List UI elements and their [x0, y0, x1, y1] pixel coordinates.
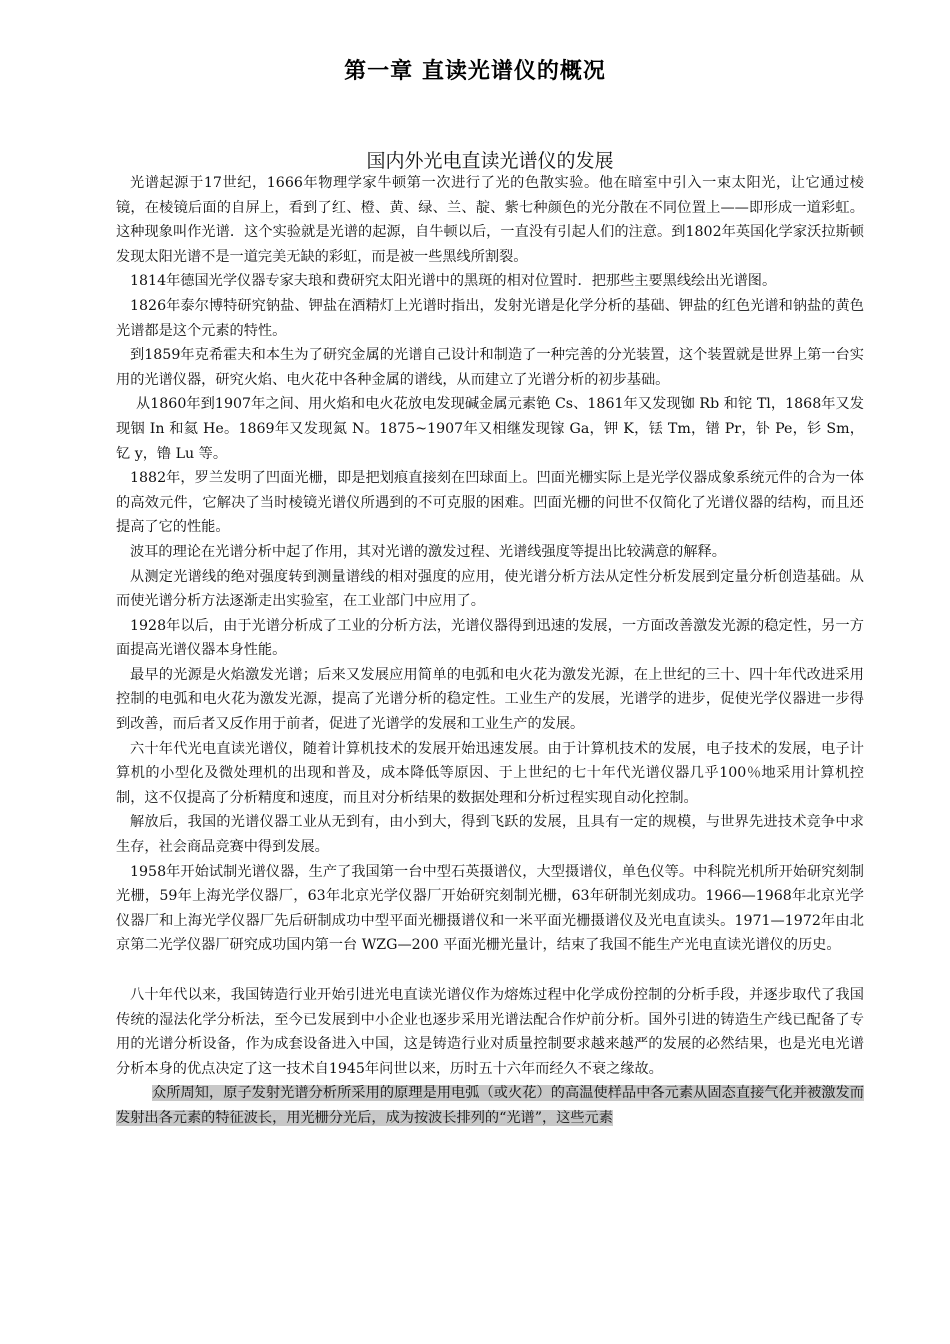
- paragraph: 到1859年克希霍夫和本生为了研究金属的光谱自己设计和制造了一种完善的分光装置，这个装置就是世界上第一台实用的光谱仪器，研究火焰、电火花中各种金属的谱线，从而建立了光谱分析的初步基础。: [116, 347, 864, 388]
- document-body: [116, 171, 864, 1131]
- paragraph: 光谱起源于17世纪，1666年物理学家牛顿第一次进行了光的色散实验。他在暗室中引入一束太阳光，让它通过棱镜，在棱镜后面的自屏上，看到了红、橙、黄、绿、兰、靛、紫七种颜色的光分散在不同位置上——即形成一道彩虹。这种现象叫作光谱．这个实验就是光谱的起源，自牛顿以后，一直没有引起人们的注意。到1802年英国化学家沃拉斯顿发现太阳光谱不是一道完美无缺的彩虹，而是被一些黑线所割裂。: [116, 175, 864, 265]
- paragraph: 1826年泰尔博特研究钠盐、钾盐在酒精灯上光谱时指出，发射光谱是化学分析的基础、钾盐的红色光谱和钠盐的黄色光谱都是这个元素的特性。: [116, 297, 864, 339]
- chapter-title: 第一章 直读光谱仪的概况: [344, 59, 606, 84]
- paragraph: 六十年代光电直读光谱仪，随着计算机技术的发展开始迅速发展。由于计算机技术的发展，电子技术的发展，电子计算机的小型化及微处理机的出现和普及，成本降低等原因、于上世纪的七十年代光谱仪器几乎100％地采用计算机控制，这不仅提高了分析精度和速度，而且对分析结果的数据处理和分析过程实现自动化控制。: [116, 740, 864, 806]
- paragraph: 解放后，我国的光谱仪器工业从无到有，由小到大，得到飞跃的发展，且具有一定的规模，与世界先进技术竞争中求生存，社会商品竞赛中得到发展。: [116, 814, 864, 856]
- paragraph: 从1860年到1907年之间、用火焰和电火花放电发现碱金属元素铯 Cs、1861年又发现铷 Rb 和铊 Tl，1868年又发现铟 In 和氦 He。1869年又发现氮 N。1875~1907年又相继发现镓 Ga，钾 K，铥 Tm，镨 Pr，钋 Pe，钐 Sm，钇 y，镥 Lu 等。: [116, 396, 864, 462]
- paragraph: 波耳的理论在光谱分析中起了作用，其对光谱的激发过程、光谱线强度等提出比较满意的解释。: [130, 543, 726, 560]
- paragraph: 1928年以后，由于光谱分析成了工业的分析方法，光谱仪器得到迅速的发展，一方面改善激发光源的稳定性，另一方面提高光谱仪器本身性能。: [116, 617, 864, 659]
- highlighted-text: 众所周知，原子发射光谱分析所采用的原理是用电弧（或火花）的高温使样品中各元素从固态直接气化并被激发而发射出各元素的特征波长，用光栅分光后，成为按波长排列的“光谱”，这些元素: [116, 1085, 864, 1126]
- paragraph: 1814年德国光学仪器专家夫琅和费研究太阳光谱中的黑斑的相对位置时．把那些主要黑线绘出光谱图。: [130, 273, 777, 290]
- paragraph: 1958年开始试制光谱仪器，生产了我国第一台中型石英摄谱仪，大型摄谱仪，单色仪等。中科院光机所开始研究刻制光栅，59年上海光学仪器厂，63年北京光学仪器厂开始研究刻制光栅，63年研制光刻成功。1966—1968年北京光学仪器厂和上海光学仪器厂先后研制成功中型平面光栅摄谱仪和一米平面光栅摄谱仪及光电直读头。1971—1972年由北京第二光学仪器厂研究成功国内第一台 WZG—200 平面光栅光量计，结束了我国不能生产光电直读光谱仪的历史。: [116, 863, 864, 954]
- highlighted-paragraph: [116, 1081, 864, 1130]
- paragraph: 最早的光源是火焰激发光谱；后来又发展应用简单的电弧和电火花为激发光源，在上世纪的三十、四十年代改进采用控制的电弧和电火花为激发光源，提高了光谱分析的稳定性。工业生产的发展，光谱学的进步，促使光学仪器进一步得到改善，而后者又反作用于前者，促进了光谱学的发展和工业生产的发展。: [116, 666, 864, 733]
- paragraph: 从测定光谱线的绝对强度转到测量谱线的相对强度的应用，使光谱分析方法从定性分析发展到定量分析创造基础。从而使光谱分析方法逐渐走出实验室，在工业部门中应用了。: [116, 568, 864, 610]
- paragraph: 1882年，罗兰发明了凹面光栅，即是把划痕直接刻在凹球面上。凹面光栅实际上是光学仪器成象系统元件的合为一体的高效元件，它解决了当时棱镜光谱仪所遇到的不可克服的困难。凹面光栅的问世不仅简化了光谱仪器的结构，而且还提高了它的性能。: [116, 470, 864, 536]
- section-subtitle: 国内外光电直读光谱仪的发展: [366, 150, 614, 172]
- paragraph: 八十年代以来，我国铸造行业开始引进光电直读光谱仪作为熔炼过程中化学成份控制的分析手段，并逐步取代了我国传统的湿法化学分析法，至今已发展到中小企业也逐步采用光谱法配合作炉前分析。国外引进的铸造生产线已配备了专用的光谱分析设备，作为成套设备进入中国，这是铸造行业对质量控制要求越来越严的发展的必然结果，也是光电光谱分析本身的优点决定了这一技术自1945年问世以来，历时五十六年而经久不衰之缘故。: [116, 987, 864, 1077]
- paragraph-spacer: [116, 958, 864, 983]
